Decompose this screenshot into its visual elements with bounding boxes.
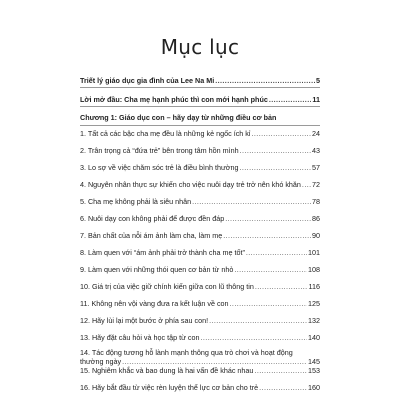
chapter-title: Chương 1: Giáo dục con – hãy dạy từ những điều cơ bản: [80, 113, 277, 122]
toc-entry-title: 13. Hãy đặt câu hỏi và học tập từ con: [80, 333, 200, 342]
toc-entry-page: 72: [312, 180, 320, 189]
toc-entry-page: 160: [308, 383, 320, 392]
toc-entry-page: 90: [312, 231, 320, 240]
toc-entry[interactable]: [80, 163, 320, 172]
leader-dots: [254, 366, 307, 375]
toc-entry-page: 153: [308, 366, 320, 375]
toc-entry-title: 15. Nghiêm khắc và bao dung là hai vấn đề khác nhau: [80, 366, 254, 375]
toc-entry-title: 8. Làm quen với “ám ảnh phải trở thành cha mẹ tốt”: [80, 248, 245, 257]
toc-entry-page: 11: [312, 95, 320, 104]
section-divider: [80, 106, 320, 107]
leader-dots: [223, 231, 311, 240]
toc-entry-title: 3. Lo sợ về việc chăm sóc trẻ là điều bình thường: [80, 163, 239, 172]
toc-entry[interactable]: [80, 197, 320, 206]
toc-entry-page: 108: [308, 265, 320, 274]
toc-entry-title: 6. Nuôi dạy con không phải để được đền đáp: [80, 214, 225, 223]
leader-dots: [234, 265, 307, 274]
toc-entry[interactable]: [80, 214, 320, 223]
chapter-heading[interactable]: [80, 113, 320, 122]
section-divider: [80, 87, 320, 88]
leader-dots: [259, 383, 307, 392]
leader-dots: [255, 282, 308, 291]
toc-entry-title: 5. Cha mẹ không phải là siêu nhân: [80, 197, 192, 206]
toc-entry[interactable]: [80, 146, 320, 155]
leader-dots: [215, 76, 315, 85]
leader-dots: [209, 316, 307, 325]
toc-entry-page: 132: [308, 316, 320, 325]
leader-dots: [201, 333, 308, 342]
leader-dots: [246, 248, 307, 257]
toc-entry-title: 4. Nguyên nhân thực sự khiến cho việc nuôi dạy trẻ trở nên khó khăn: [80, 180, 301, 189]
toc-entry-page: 140: [308, 333, 320, 342]
toc-entry[interactable]: [80, 366, 320, 375]
leader-dots: [192, 197, 311, 206]
toc-entry[interactable]: [80, 180, 320, 189]
toc-entry-page: 43: [312, 146, 320, 155]
toc-entry[interactable]: [80, 383, 320, 392]
page-title: Mục lục: [160, 35, 240, 59]
leader-dots: [122, 357, 307, 366]
toc-entry-title: 16. Hãy bắt đầu từ việc rèn luyện thể lực cơ bản cho trẻ: [80, 383, 259, 392]
toc-entry-page: 24: [312, 129, 320, 138]
leader-dots: [239, 163, 311, 172]
toc-entry-title: 12. Hãy lùi lại một bước ở phía sau con!: [80, 316, 209, 325]
toc-entry-title: 2. Trân trọng cả “đứa trẻ” bên trong tâm hồn mình: [80, 146, 239, 155]
toc-entry[interactable]: [80, 348, 320, 366]
toc-entry-title-line1: 14. Tác động tương hỗ lành mạnh thông qua trò chơi và hoạt động: [80, 348, 293, 357]
toc-entry-title: 1. Tất cả các bậc cha mẹ đều là những kẻ ngốc ích kỉ: [80, 129, 251, 138]
toc-entry[interactable]: [80, 333, 320, 342]
toc-entry-page: 57: [312, 163, 320, 172]
toc-entry[interactable]: [80, 248, 320, 257]
leader-dots: [240, 146, 311, 155]
toc-entry[interactable]: [80, 265, 320, 274]
toc-entry-title: 9. Làm quen với những thói quen cơ bản từ nhỏ: [80, 265, 234, 274]
toc-entry-page: 78: [312, 197, 320, 206]
toc-entry[interactable]: [80, 299, 320, 308]
leader-dots: [269, 95, 312, 104]
toc-entry[interactable]: [80, 282, 320, 291]
toc-entry-title: 10. Giá trị của việc giữ chính kiến giữa con lũ thông tin: [80, 282, 254, 291]
leader-dots: [302, 180, 311, 189]
toc-entry[interactable]: [80, 316, 320, 325]
toc-entry-page: 145: [308, 357, 320, 366]
toc-entry[interactable]: [80, 76, 320, 85]
section-divider: [80, 125, 320, 126]
toc-entry[interactable]: [80, 231, 320, 240]
toc-entry-title: 7. Bản chất của nỗi ám ảnh làm cha, làm mẹ: [80, 231, 223, 240]
leader-dots: [230, 299, 307, 308]
toc-entry[interactable]: [80, 129, 320, 138]
toc-entry-title: 11. Không nên vội vàng đưa ra kết luận về con: [80, 299, 229, 308]
toc-entry-title: thường ngày: [80, 357, 122, 366]
toc-entry-page: 116: [308, 282, 320, 291]
toc-entry-page: 101: [308, 248, 320, 257]
toc-entry[interactable]: [80, 95, 320, 104]
toc-entry-page: 86: [312, 214, 320, 223]
toc-entry-title: Lời mở đầu: Cha mẹ hạnh phúc thì con mới hạnh phúc: [80, 95, 268, 104]
leader-dots: [225, 214, 311, 223]
leader-dots: [252, 129, 312, 138]
toc-entry-title: Triết lý giáo dục gia đình của Lee Na Mi: [80, 76, 215, 85]
toc-entry-page: 125: [308, 299, 320, 308]
toc-entry-page: 5: [316, 76, 320, 85]
